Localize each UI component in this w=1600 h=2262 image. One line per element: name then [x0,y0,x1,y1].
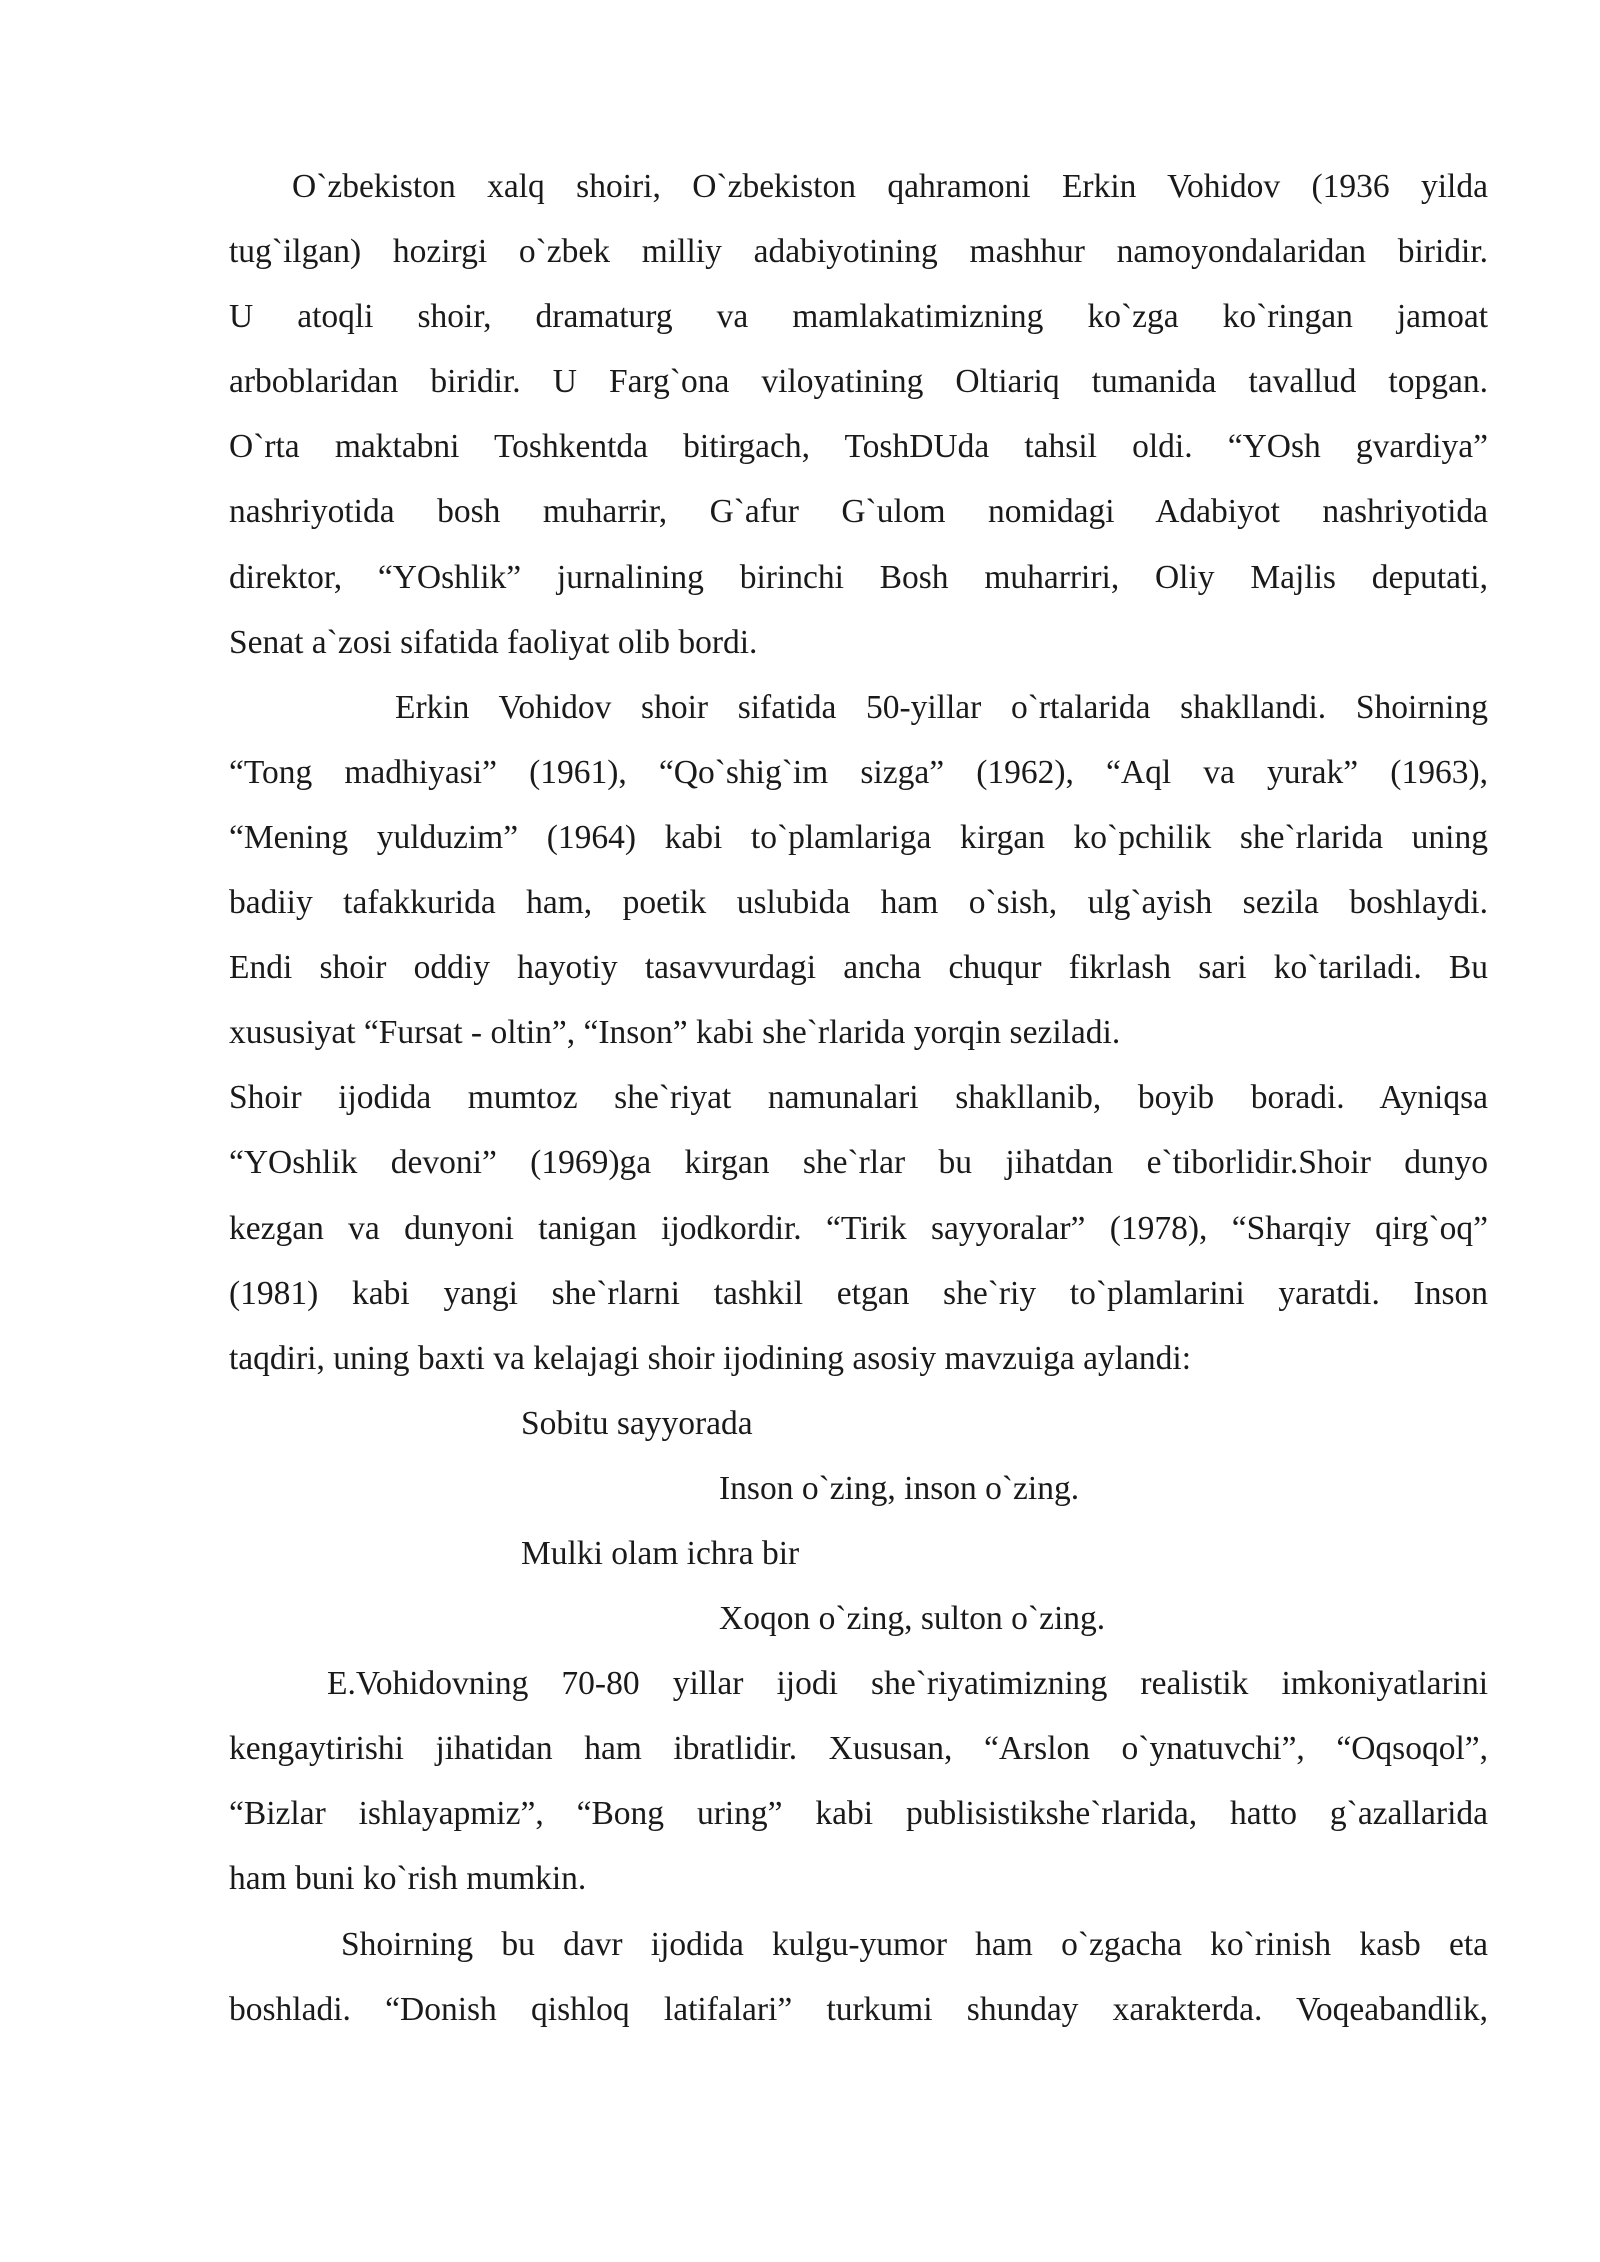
text-line: tug`ilgan) hozirgi o`zbek milliy adabiyotining mashhur namoyondalaridan biridir. [229,233,1488,271]
text-line: kezgan va dunyoni tanigan ijodkordir. “Tirik sayyoralar” (1978), “Sharqiy qirg`oq” [229,1209,1488,1247]
text-line: boshladi. “Donish qishloq latifalari” turkumi shunday xarakterda. Voqeabandlik, [229,1990,1488,2028]
text-line: ham buni ko`rish mumkin. [229,1860,587,1898]
poem-line: Mulki olam ichra bir [521,1534,800,1572]
text-line: Senat a`zosi sifatida faoliyat olib bordi. [229,623,758,661]
text-line: O`zbekiston xalq shoiri, O`zbekiston qahramoni Erkin Vohidov (1936 yilda [292,168,1488,205]
text-line: arboblaridan biridir. U Farg`ona viloyatining Oltiariq tumanida tavallud topgan. [229,363,1488,401]
text-line: Shoir ijodida mumtoz she`riyat namunalari shakllanib, boyib boradi. Ayniqsa [229,1079,1488,1117]
text-line: Shoirning bu davr ijodida kulgu-yumor ham o`zgacha ko`rinish kasb eta [341,1925,1488,1963]
text-line: “Mening yulduzim” (1964) kabi to`plamlariga kirgan ko`pchilik she`rlarida uning [229,818,1488,856]
text-line: Endi shoir oddiy hayotiy tasavvurdagi ancha chuqur fikrlash sari ko`tariladi. Bu [229,949,1488,987]
text-line: direktor, “YOshlik” jurnalining birinchi Bosh muharriri, Oliy Majlis deputati, [229,558,1488,596]
document-body [229,154,1488,2042]
text-line: kengaytirishi jihatidan ham ibratlidir. Xususan, “Arslon o`ynatuvchi”, “Oqsoqol”, [229,1730,1488,1768]
poem-line: Xoqon o`zing, sulton o`zing. [719,1600,1106,1638]
text-line: “Tong madhiyasi” (1961), “Qo`shig`im sizga” (1962), “Aql va yurak” (1963), [229,753,1488,791]
text-line: badiiy tafakkurida ham, poetik uslubida ham o`sish, ulg`ayish sezila boshlaydi. [229,884,1488,922]
text-line: taqdiri, uning baxti va kelajagi shoir ijodining asosiy mavzuiga aylandi: [229,1339,1191,1377]
text-line: O`rta maktabni Toshkentda bitirgach, ToshDUda tahsil oldi. “YOsh gvardiya” [229,428,1488,466]
text-line: U atoqli shoir, dramaturg va mamlakatimizning ko`zga ko`ringan jamoat [229,298,1488,336]
text-line: nashriyotida bosh muharrir, G`afur G`ulom nomidagi Adabiyot nashriyotida [229,493,1488,531]
poem-line: Sobitu sayyorada [521,1404,753,1442]
text-line: “YOshlik devoni” (1969)ga kirgan she`rlar bu jihatdan e`tiborlidir.Shoir dunyo [229,1144,1488,1182]
poem-line: Inson o`zing, inson o`zing. [719,1469,1080,1507]
text-line: Erkin Vohidov shoir sifatida 50-yillar o`rtalarida shakllandi. Shoirning [395,688,1488,726]
text-line: “Bizlar ishlayapmiz”, “Bong uring” kabi publisistikshe`rlarida, hatto g`azallarida [229,1795,1488,1833]
text-line: (1981) kabi yangi she`rlarni tashkil etgan she`riy to`plamlarini yaratdi. Inson [229,1274,1488,1312]
text-line: xususiyat “Fursat - oltin”, “Inson” kabi she`rlarida yorqin seziladi. [229,1014,1121,1052]
text-line: E.Vohidovning 70-80 yillar ijodi she`riyatimizning realistik imkoniyatlarini [327,1665,1488,1703]
